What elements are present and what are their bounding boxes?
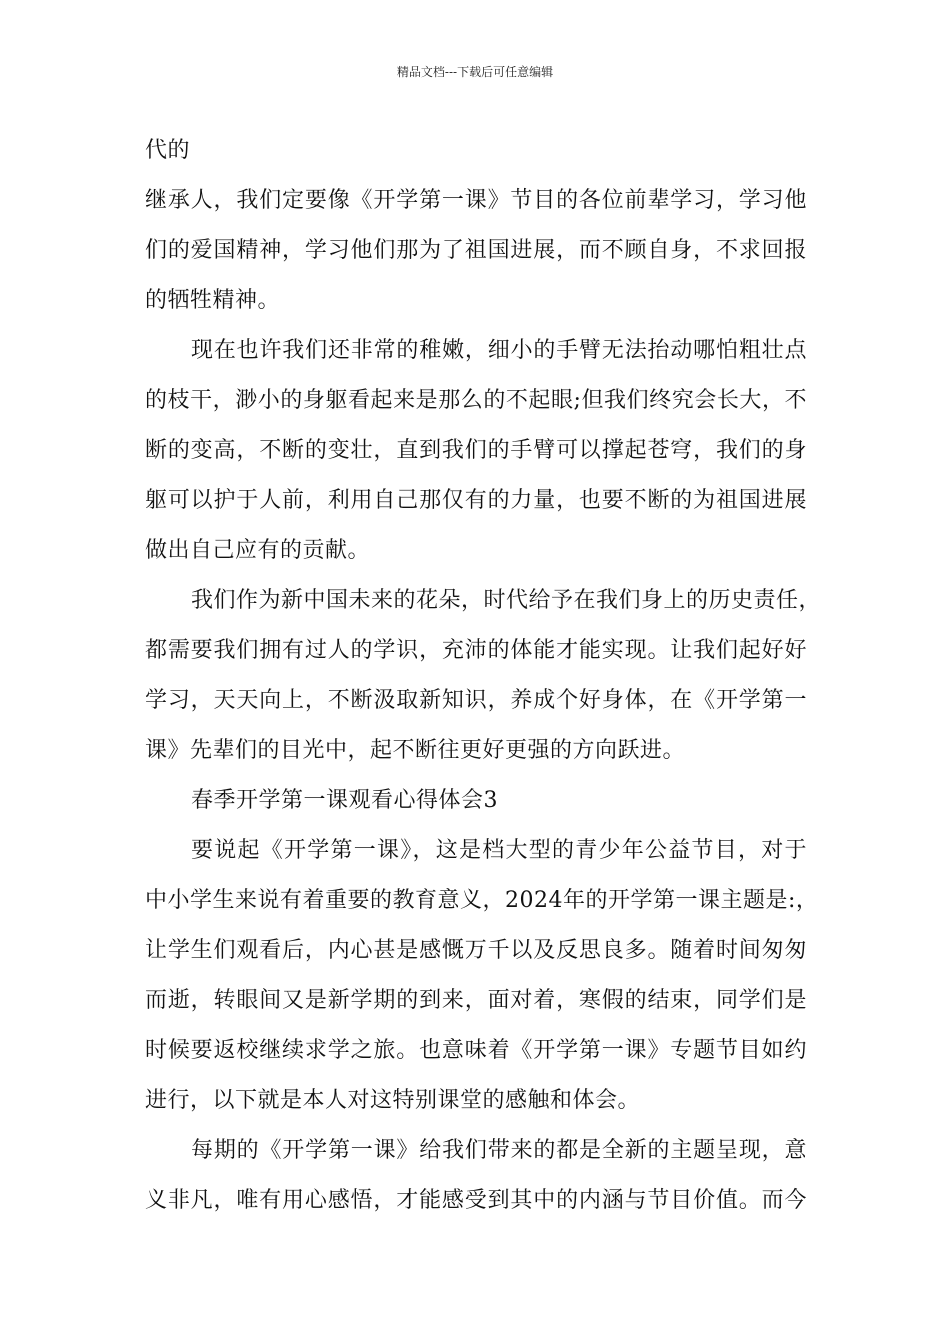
text-line: 的牺牲精神。 [145, 288, 281, 313]
text-line: 们的爱国精神，学习他们那为了祖国进展，而不顾自身，不求回报 [145, 238, 807, 263]
text-line: 让学生们观看后，内心甚是感慨万千以及反思良多。随着时间匆匆 [145, 938, 807, 963]
text-line: 而逝，转眼间又是新学期的到来，面对着，寒假的结束，同学们是 [145, 988, 807, 1013]
page-header: 精品文档---下载后可任意编辑 [396, 65, 554, 79]
paragraph-first-line: 我们作为新中国未来的花朵，时代给予在我们身上的历史责任， [191, 588, 822, 613]
paragraph-first-line: 现在也许我们还非常的稚嫩，细小的手臂无法抬动哪怕粗壮点 [191, 338, 807, 363]
text-line: 时候要返校继续求学之旅。也意味着《开学第一课》专题节目如约 [145, 1038, 807, 1063]
text-line: 进行，以下就是本人对这特别课堂的感触和体会。 [145, 1088, 641, 1113]
text-line: 代的 [145, 138, 191, 163]
text-line: 课》先辈们的目光中，起不断往更好更强的方向跃进。 [145, 738, 686, 763]
text-line: 学习，天天向上，不断汲取新知识，养成个好身体，在《开学第一 [145, 688, 807, 713]
document-body [145, 126, 822, 1226]
text-line: 躯可以护于人前，利用自己那仅有的力量，也要不断的为祖国进展 [145, 488, 807, 513]
section-heading: 春季开学第一课观看心得体会3 [191, 788, 498, 813]
text-line: 继承人，我们定要像《开学第一课》节目的各位前辈学习，学习他 [145, 188, 807, 213]
text-line: 中小学生来说有着重要的教育意义，2024年的开学第一课主题是:， [145, 888, 819, 913]
paragraph-first-line: 每期的《开学第一课》给我们带来的都是全新的主题呈现，意 [191, 1138, 807, 1163]
text-line: 做出自己应有的贡献。 [145, 538, 371, 563]
text-line: 义非凡，唯有用心感悟，才能感受到其中的内涵与节目价值。而今 [145, 1188, 807, 1213]
text-line: 断的变高，不断的变壮，直到我们的手臂可以撑起苍穹，我们的身 [145, 438, 807, 463]
paragraph-first-line: 要说起《开学第一课》，这是档大型的青少年公益节目，对于 [191, 838, 807, 863]
text-line: 都需要我们拥有过人的学识，充沛的体能才能实现。让我们起好好 [145, 638, 807, 663]
text-line: 的枝干，渺小的身躯看起来是那么的不起眼;但我们终究会长大，不 [145, 388, 807, 413]
